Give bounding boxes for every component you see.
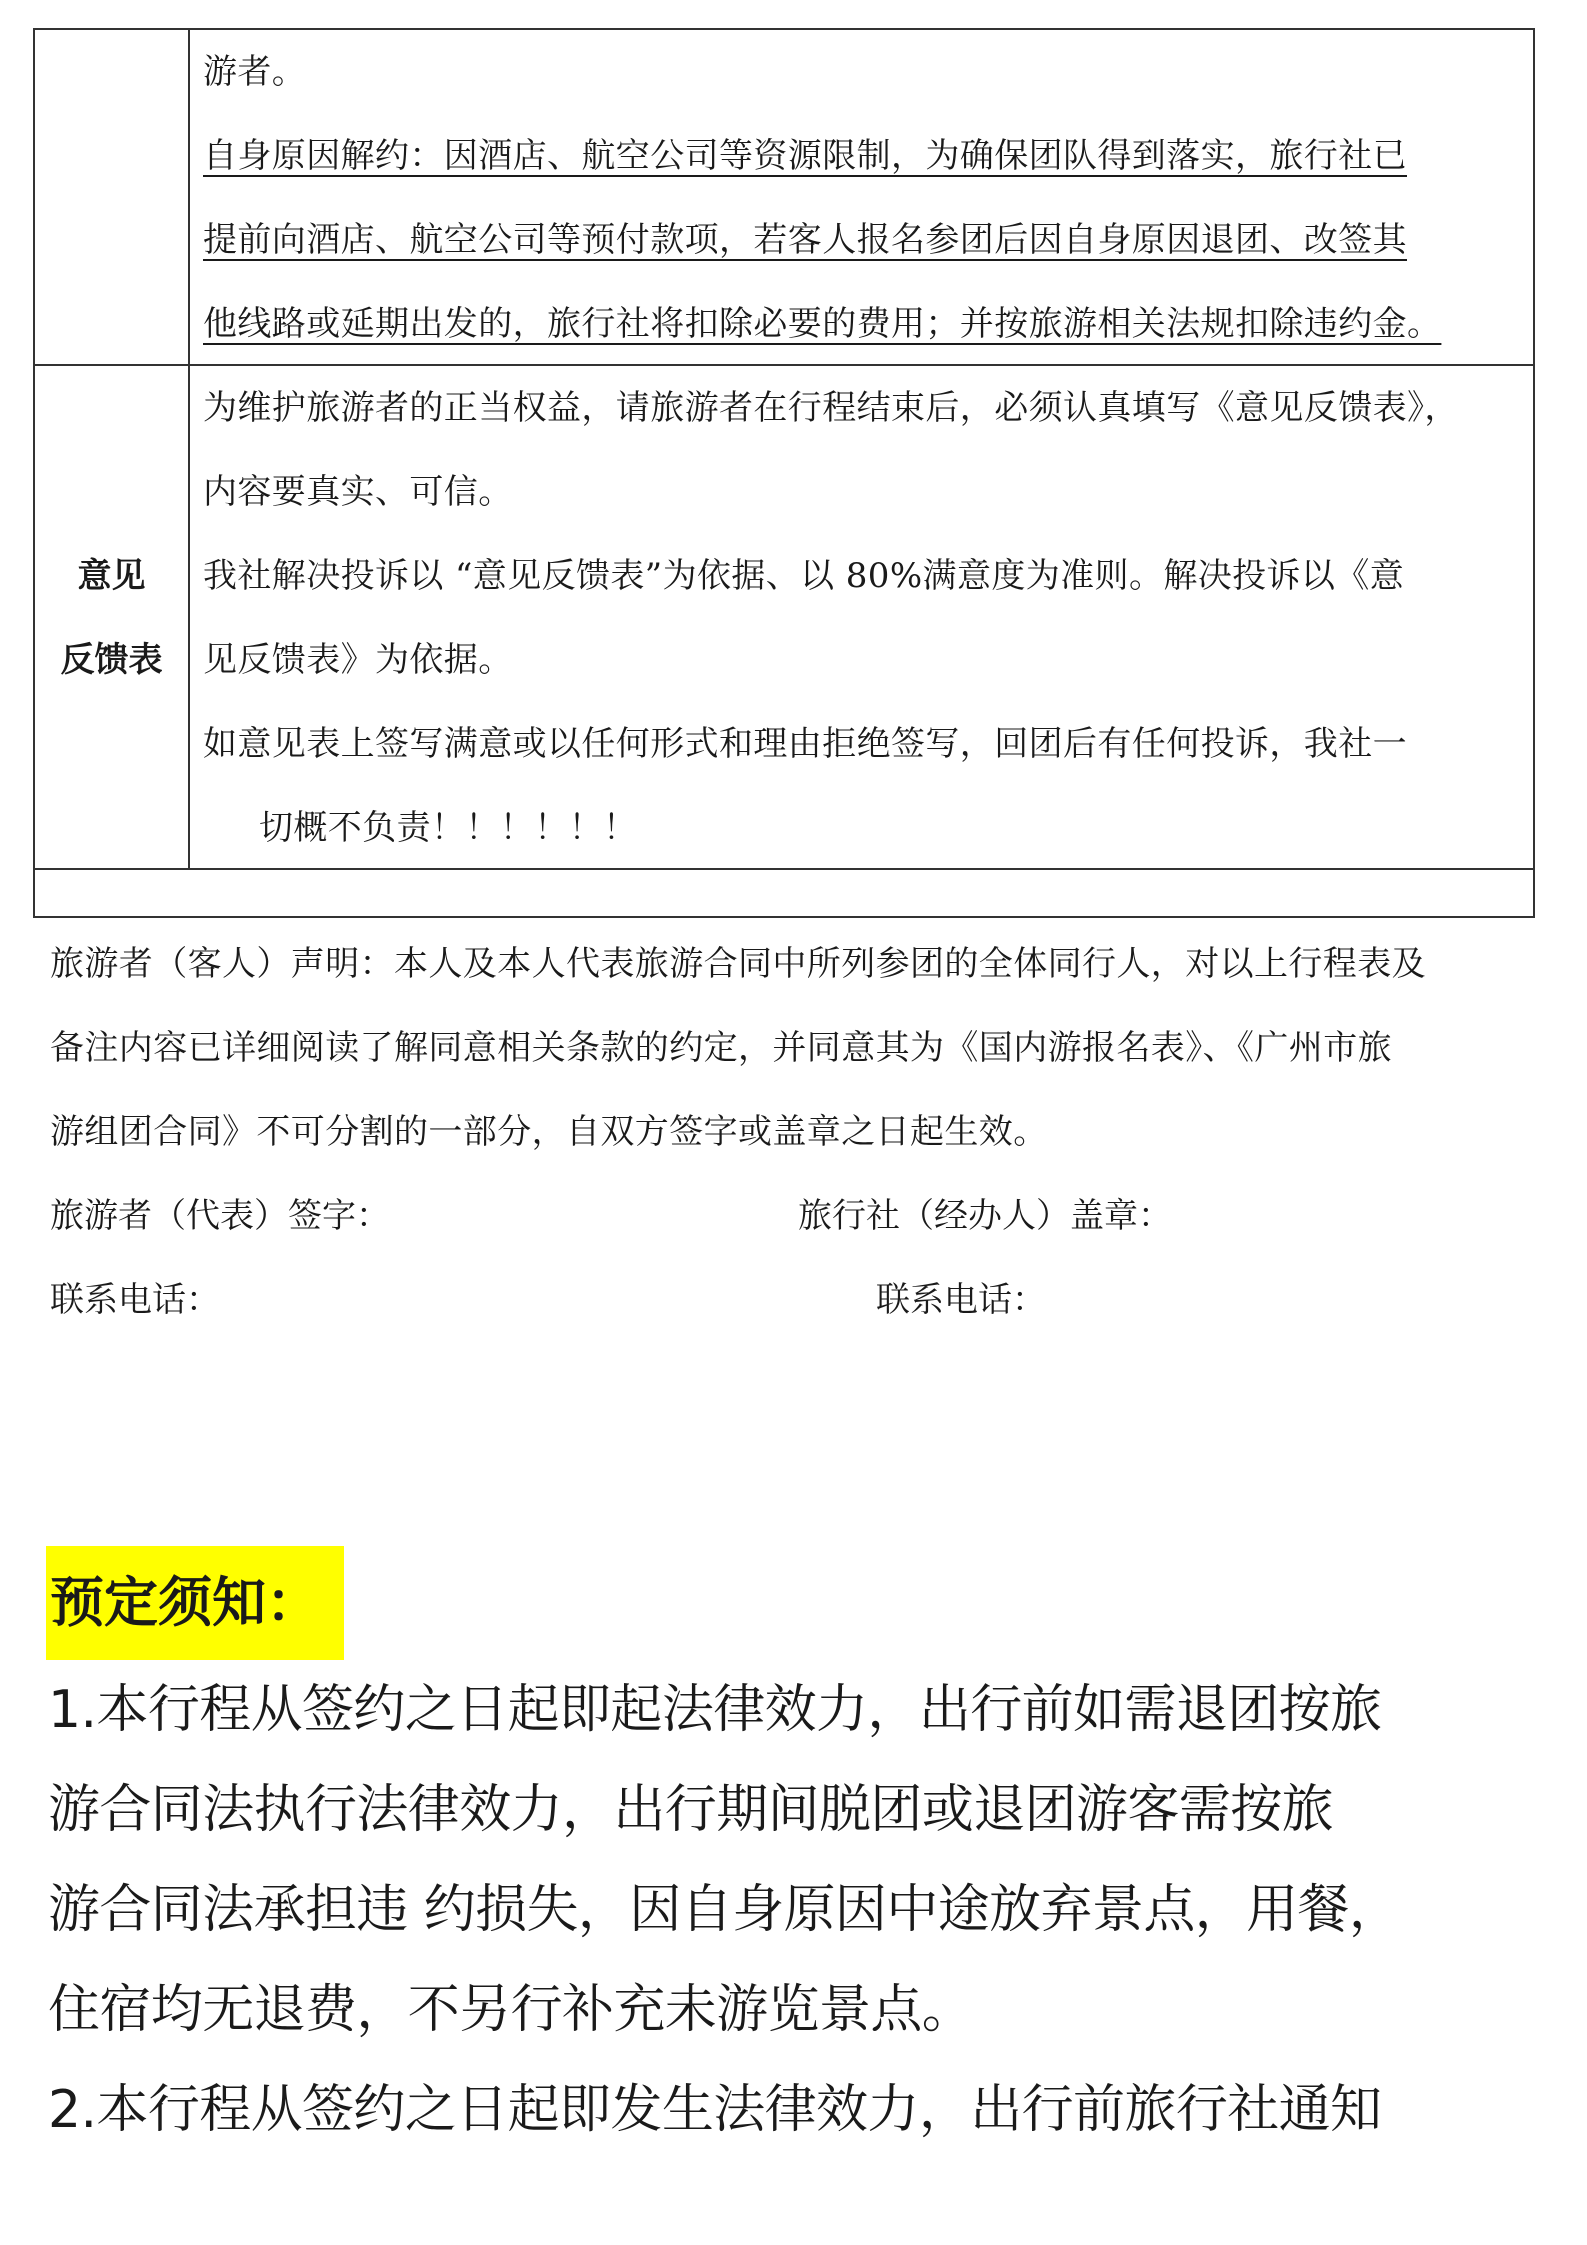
tourist-signature-label: 旅游者（代表）签字： [50,1196,390,1236]
breach-clause-line: 自身原因解约：因酒店、航空公司等资源限制，为确保团队得到落实，旅行社已 [203,136,1407,176]
notice-line: 游合同法执行法律效力，出行期间脱团或退团游客需按旅 [48,1780,1334,1840]
feedback-row-label [35,534,188,702]
notice-line: 游合同法承担违 约损失，因自身原因中途放弃景点，用餐， [48,1880,1401,1940]
table-column-divider [188,30,190,870]
feedback-terms-cell [203,366,1526,870]
booking-notice-title: 预定须知： [46,1546,344,1660]
breach-clause-line: 他线路或延期出发的，旅行社将扣除必要的费用；并按旅游相关法规扣除违约金。 [203,304,1442,344]
statement-line: 游组团合同》不可分割的一部分，自双方签字或盖章之日起生效。 [50,1112,1048,1152]
notice-line: 2.本行程从签约之日起即发生法律效力，出行前旅行社通知 [48,2080,1382,2140]
feedback-line: 如意见表上签写满意或以任何形式和理由拒绝签写，回团后有任何投诉，我社一 [203,724,1407,764]
breach-terms-cell [203,30,1526,366]
notice-line: 住宿均无退费，不另行补充未游览景点。 [48,1980,974,2040]
statement-line: 备注内容已详细阅读了解同意相关条款的约定，并同意其为《国内游报名表》、《广州市旅 [50,1028,1392,1068]
feedback-label-line1: 意见 [77,556,146,596]
agency-seal-label: 旅行社（经办人）盖章： [798,1196,1172,1236]
feedback-line: 切概不负责！！！！！！ [259,808,638,848]
feedback-line: 为维护旅游者的正当权益，请旅游者在行程结束后，必须认真填写《意见反馈表》， [203,388,1459,428]
feedback-line: 我社解决投诉以 “意见反馈表”为依据、以 80%满意度为准则。解决投诉以《意 [203,556,1405,596]
feedback-line: 见反馈表》为依据。 [203,640,513,680]
tourist-statement [50,922,1560,1174]
tourist-phone-label: 联系电话： [50,1280,220,1320]
feedback-label-line2: 反馈表 [60,640,163,680]
breach-intro-line: 游者。 [203,52,307,92]
terms-table [33,28,1535,918]
notice-line: 1.本行程从签约之日起即起法律效力，出行前如需退团按旅 [48,1680,1382,1740]
feedback-line: 内容要真实、可信。 [203,472,513,512]
booking-notice-body [48,1660,1568,2160]
statement-line: 旅游者（客人）声明：本人及本人代表旅游合同中所列参团的全体同行人，对以上行程表及 [50,944,1426,984]
agency-phone-label: 联系电话： [876,1280,1046,1320]
breach-clause-line: 提前向酒店、航空公司等预付款项，若客人报名参团后因自身原因退团、改签其 [203,220,1407,260]
